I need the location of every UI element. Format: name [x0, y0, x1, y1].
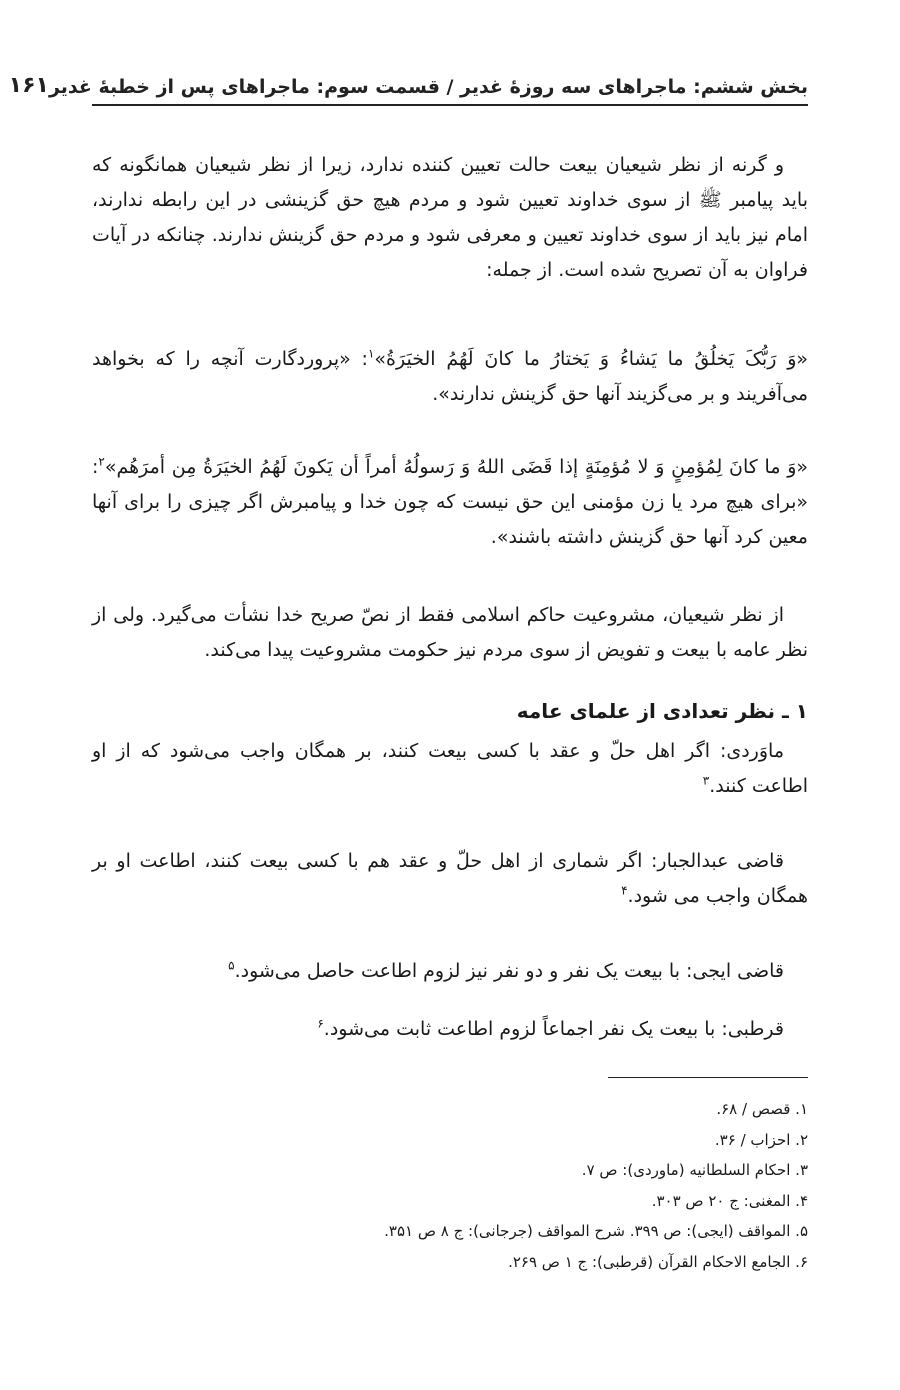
footnote-ref-6: ۶ [317, 1016, 324, 1031]
paragraph-iji [92, 954, 808, 989]
footnote-ref-2: ۲ [98, 454, 105, 469]
quran-quote-1: «وَ رَبُّکَ یَخلُقُ ما یَشاءُ وَ یَختارُ ما کانَ لَهُمُ الخیَرَةُ» [374, 348, 808, 370]
paragraph-4: از نظر شیعیان، مشروعیت حاکم اسلامی فقط از نصّ صریح خدا نشأت می‌گیرد. ولی از نظر عامه با بیعت و تفویض از سوی مردم نیز حکومت مشروعیت پیدا می‌کند. [92, 604, 808, 661]
footnote-ref-5: ۵ [228, 958, 235, 973]
footnote-divider [608, 1077, 808, 1078]
footnote-ref-4: ۴ [621, 883, 628, 898]
iji-text: قاضی ایجی: با بیعت یک نفر و دو نفر نیز لزوم اطاعت حاصل می‌شود. [234, 960, 784, 982]
translation-1: : «پروردگارت آنچه را که بخواهد می‌آفریند و بر می‌گزیند آنها حق گزینش ندارند». [92, 348, 808, 405]
translation-2: : «برای هیچ مرد یا زن مؤمنی این حق نیست که چون خدا و پیامبرش اگر چیزی را برای آنها معین کرد آنها حق گزینش داشته باشند». [92, 456, 808, 548]
book-page [8, 60, 808, 1271]
quran-quote-2: «وَ ما کانَ لِمُؤمِنٍ وَ لا مُؤمِنَةٍ إذا قَضَی اللهُ وَ رَسولُهُ أمراً أن یَکونَ لَهُمُ الخیَرَةُ مِن أمرَهُم» [104, 456, 808, 478]
running-header [8, 60, 808, 106]
footnote-item: ۵. المواقف (ایجی): ص ۳۹۹. شرح المواقف (جرجانی): ج ۸ ص ۳۵۱. [384, 1222, 808, 1240]
footnote-ref-1: ۱ [367, 346, 375, 361]
footnote-item: ۲. احزاب / ۳۶. [714, 1130, 808, 1149]
paragraph-mawardi [92, 734, 808, 804]
abduljabbar-text: قاضی عبدالجبار: اگر شماری از اهل حلّ و عقد هم با کسی بیعت کنند، اطاعت او بر همگان واجب می شود. [92, 850, 808, 907]
paragraph-3 [92, 450, 808, 555]
footnote-item: ۳. احکام السلطانیه (ماوردی): ص ۷. [581, 1161, 808, 1179]
footnote-item: ۱. قصص / ۶۸. [716, 1100, 808, 1118]
paragraph-abduljabbar [92, 844, 808, 914]
footnote-item: ۶. الجامع الاحکام القرآن (قرطبی): ج ۱ ص ۲۶۹. [508, 1252, 808, 1271]
paragraph-2 [92, 342, 808, 412]
paragraph-qurtubi [92, 1012, 808, 1047]
paragraph-1: و گرنه از نظر شیعیان بیعت حالت تعیین کننده ندارد، زیرا از نظر شیعیان همانگونه که باید پیامبر ﷺ از سوی خداوند تعیین شود و مردم هیچ حق گزینشی در این رابطه ندارند، امام نیز باید از سوی خداوند تعیین و معرفی شود و مردم حق گزینش ندارند. چنانکه در آیات فراوان به آن تصریح شده است. از جمله: [92, 154, 808, 281]
footnote-ref-3: ۳ [702, 773, 710, 788]
header-title: بخش ششم: ماجراهای سه روزهٔ غدیر / قسمت سوم: ماجراهای پس از خطبهٔ غدیر [48, 76, 808, 98]
footnote-list [92, 1094, 808, 1277]
footnote-item: ۴. المغنی: ج ۲۰ ص ۳۰۳. [651, 1191, 808, 1210]
mawardi-text: ماوَردی: اگر اهل حلّ و عقد با کسی بیعت کنند، بر همگان واجب می‌شود که از او اطاعت کنند. [92, 740, 808, 797]
page-number: ۱۶۱ [8, 73, 49, 98]
qurtubi-text: قرطبی: با بیعت یک نفر اجماعاً لزوم اطاعت ثابت می‌شود. [323, 1018, 784, 1040]
section-heading: ۱ ـ نظر تعدادی از علمای عامه [516, 699, 808, 723]
